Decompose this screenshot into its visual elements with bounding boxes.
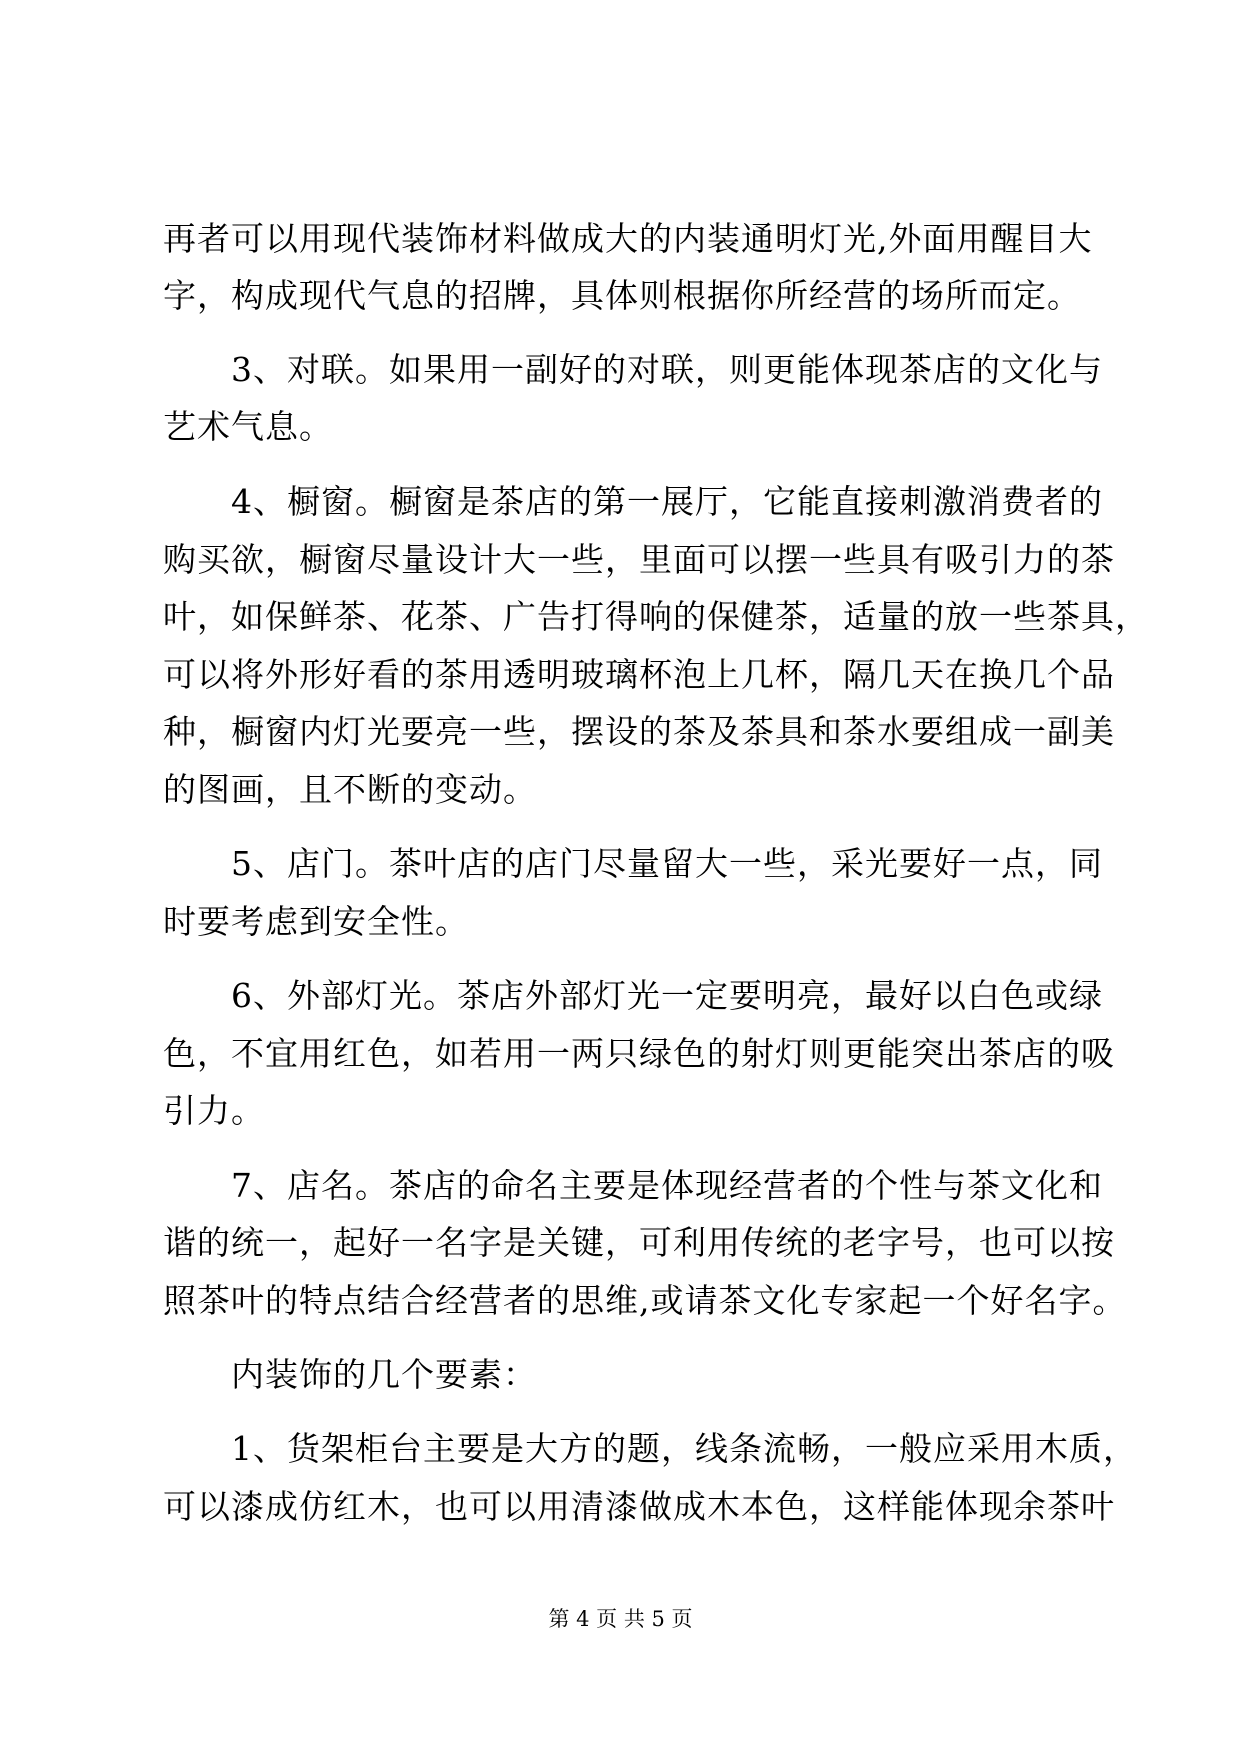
text-line: 叶，如保鲜茶、花茶、广告打得响的保健茶，适量的放一些茶具， <box>163 597 1149 636</box>
text-line: 的图画，且不断的变动。 <box>163 770 537 809</box>
text-line: 7、店名。茶店的命名主要是体现经营者的个性与茶文化和 <box>231 1166 1103 1205</box>
text-line: 谐的统一，起好一名字是关键，可利用传统的老字号，也可以按 <box>163 1223 1115 1262</box>
text-line: 3、对联。如果用一副好的对联，则更能体现茶店的文化与 <box>231 350 1103 389</box>
text-line: 再者可以用现代装饰材料做成大的内装通明灯光,外面用醒目大 <box>163 219 1093 258</box>
text-line: 艺术气息。 <box>163 407 333 446</box>
section-heading: 内装饰的几个要素： <box>231 1355 537 1394</box>
text-line: 购买欲，橱窗尽量设计大一些，里面可以摆一些具有吸引力的茶 <box>163 540 1115 579</box>
text-line: 可以将外形好看的茶用透明玻璃杯泡上几杯，隔几天在换几个品 <box>163 655 1115 694</box>
text-line: 5、店门。茶叶店的店门尽量留大一些，采光要好一点，同 <box>231 844 1103 883</box>
text-line: 1、货架柜台主要是大方的题，线条流畅，一般应采用木质， <box>231 1429 1137 1468</box>
text-line: 时要考虑到安全性。 <box>163 902 469 941</box>
page-number-footer: 第 4 页 共 5 页 <box>548 1607 693 1631</box>
text-line: 可以漆成仿红木，也可以用清漆做成木本色，这样能体现余茶叶 <box>163 1487 1115 1526</box>
text-line: 字，构成现代气息的招牌，具体则根据你所经营的场所而定。 <box>163 276 1081 315</box>
text-line: 种，橱窗内灯光要亮一些，摆设的茶及茶具和茶水要组成一副美 <box>163 712 1115 751</box>
text-line: 引力。 <box>163 1091 265 1130</box>
text-line: 4、橱窗。橱窗是茶店的第一展厅，它能直接刺激消费者的 <box>231 482 1103 521</box>
text-line: 6、外部灯光。茶店外部灯光一定要明亮，最好以白色或绿 <box>231 976 1103 1015</box>
text-line: 照茶叶的特点结合经营者的思维,或请茶文化专家起一个好名字。 <box>163 1281 1127 1320</box>
text-line: 色，不宜用红色，如若用一两只绿色的射灯则更能突出茶店的吸 <box>163 1034 1115 1073</box>
